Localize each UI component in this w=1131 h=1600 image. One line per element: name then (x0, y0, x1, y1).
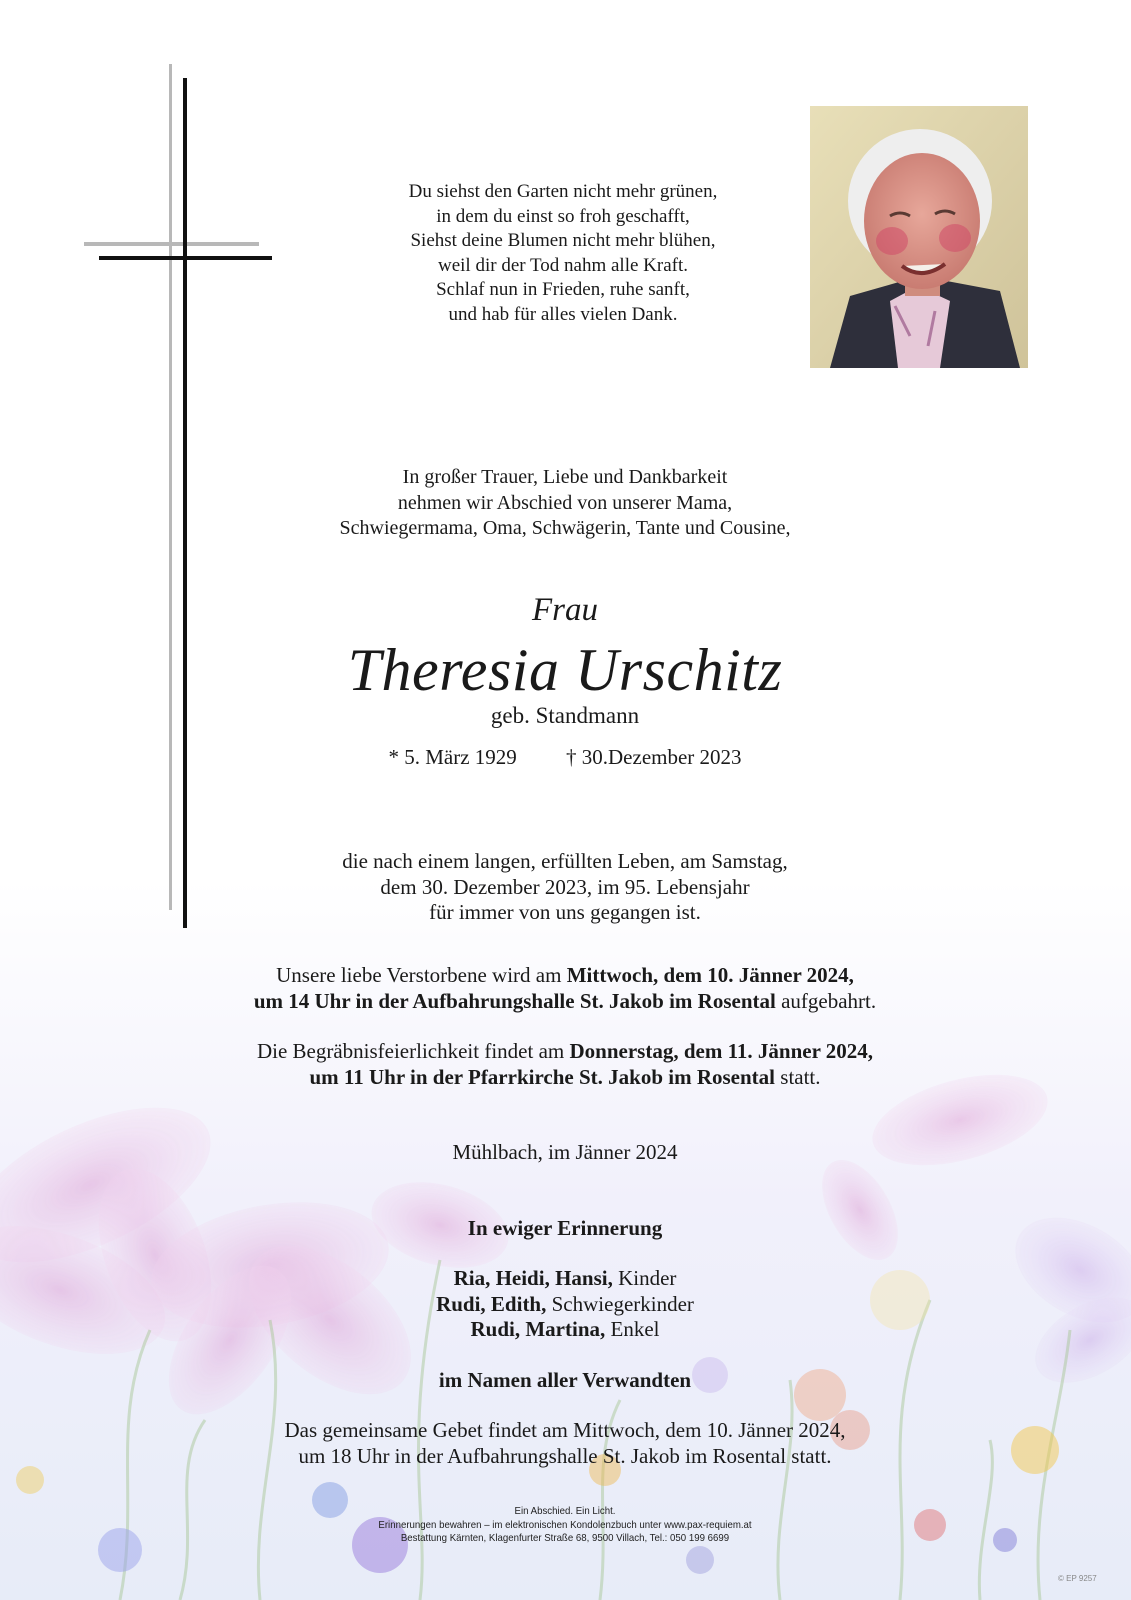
funeral-text: statt. (775, 1064, 821, 1089)
poem-line: Du siehst den Garten nicht mehr grünen, (408, 181, 718, 202)
family-row (265, 1292, 865, 1318)
deceased-name: Theresia Urschitz (347, 637, 783, 703)
funeral-location: um 11 Uhr in der Pfarrkirche St. Jakob im Rosental (309, 1064, 776, 1089)
footer (243, 1505, 887, 1546)
poem-line: Siehst deine Blumen nicht mehr blühen, (410, 230, 716, 251)
footer-slogan: Ein Abschied. Ein Licht. (514, 1505, 616, 1517)
intro-line: In großer Trauer, Liebe und Dankbarkeit (402, 466, 728, 488)
prayer-line: Das gemeinsame Gebet findet am Mittwoch, dem 10. Jänner 2024, (284, 1418, 846, 1442)
passing-line: die nach einem langen, erfüllten Leben, am Samstag, (342, 849, 788, 873)
intro-text (215, 465, 915, 542)
poem-line: und hab für alles vielen Dank. (448, 303, 678, 325)
memory-heading: In ewiger Erinnerung (467, 1216, 663, 1240)
birth-date: * 5. März 1929 (388, 745, 517, 769)
viewing-location: um 14 Uhr in der Aufbahrungshalle St. Jakob im Rosental (253, 988, 776, 1013)
family-names: Ria, Heidi, Hansi, (453, 1266, 613, 1290)
intro-line: Schwiegermama, Oma, Schwägerin, Tante und Cousine, (339, 517, 791, 539)
passing-text (215, 849, 915, 926)
salutation: Frau (532, 592, 598, 628)
relatives-line: im Namen aller Verwandten (438, 1368, 692, 1392)
footer-address: Bestattung Kärnten, Klagenfurter Straße 68, 9500 Villach, Tel.: 050 199 6699 (400, 1532, 730, 1544)
poem (313, 180, 813, 327)
family-role: Enkel (605, 1317, 660, 1341)
poem-line: in dem du einst so froh geschafft, (436, 205, 690, 227)
passing-line: dem 30. Dezember 2023, im 95. Lebensjahr (380, 874, 750, 899)
funeral-text: Die Begräbnisfeierlichkeit findet am (256, 1039, 570, 1063)
family-names: Rudi, Martina, (470, 1317, 606, 1341)
funeral-date: Donnerstag, dem 11. Jänner 2024, (569, 1039, 874, 1063)
funeral-notice (115, 1039, 1015, 1090)
funeral-line-1 (115, 1039, 1015, 1065)
family-list (265, 1266, 865, 1343)
family-row (265, 1266, 865, 1292)
place-date: Mühlbach, im Jänner 2024 (452, 1140, 678, 1164)
family-row (265, 1317, 865, 1343)
death-date: † 30.Dezember 2023 (566, 745, 742, 769)
family-role: Kinder (612, 1266, 677, 1290)
family-role: Schwiegerkinder (546, 1291, 694, 1316)
passing-line: für immer von uns gegangen ist. (429, 900, 701, 924)
poem-line: Schlaf nun in Frieden, ruhe sanft, (436, 279, 690, 300)
funeral-line-2 (115, 1065, 1015, 1091)
viewing-text: aufgebahrt. (775, 988, 877, 1013)
prayer-notice (115, 1418, 1015, 1469)
family-names: Rudi, Edith, (436, 1291, 547, 1316)
viewing-notice (115, 963, 1015, 1014)
footer-condolence: Erinnerungen bewahren – im elektronischen Kondolenzbuch unter www.pax-requiem.at (378, 1518, 752, 1531)
viewing-date: Mittwoch, dem 10. Jänner 2024, (566, 963, 854, 987)
birth-name: geb. Standmann (490, 703, 640, 728)
viewing-text: Unsere liebe Verstorbene wird am (276, 963, 567, 987)
deceased-portrait (810, 106, 1028, 368)
intro-line: nehmen wir Abschied von unserer Mama, (397, 491, 733, 514)
prayer-line: um 18 Uhr in der Aufbahrungshalle St. Jakob im Rosental statt. (298, 1443, 832, 1468)
viewing-line-2 (115, 989, 1015, 1015)
poem-line: weil dir der Tod nahm alle Kraft. (438, 254, 688, 276)
viewing-line-1 (115, 963, 1015, 989)
life-dates (265, 745, 865, 770)
document-code: © EP 9257 (1058, 1574, 1097, 1583)
